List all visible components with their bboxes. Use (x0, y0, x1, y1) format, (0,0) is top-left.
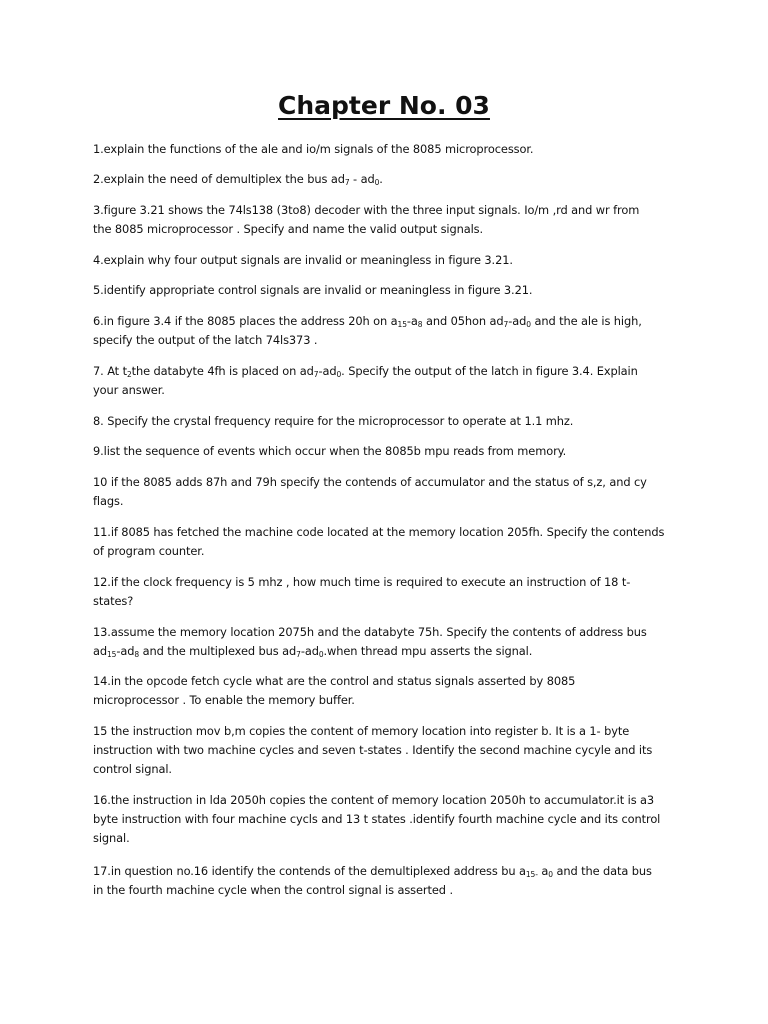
question-text: and the multiplexed bus ad (139, 644, 297, 659)
question-text: 1.explain the functions of the ale and io/m signals of the 8085 microprocessor. (93, 142, 534, 156)
question-text: signal. (93, 831, 130, 846)
question-line (93, 220, 683, 239)
question-text: 6.in figure 3.4 if the 8085 places the address 20h on a (93, 314, 398, 328)
question-line (93, 691, 683, 710)
question-line (93, 140, 683, 159)
question-line (93, 201, 683, 220)
question-14 (93, 672, 683, 710)
question-text: 2.explain the need of demultiplex the bus ad (93, 172, 345, 186)
question-line (93, 862, 683, 881)
question-text: and the ale is high, (530, 314, 642, 328)
question-4 (93, 251, 683, 270)
question-text: microprocessor . To enable the memory buffer. (93, 693, 355, 708)
question-text: 5.identify appropriate control signals are invalid or meaningless in figure 3.21. (93, 283, 533, 297)
question-line (93, 492, 683, 511)
question-text: 11.if 8085 has fetched the machine code located at the memory location 205fh. Specify the contends (93, 525, 665, 539)
question-text: and 05hon ad (422, 314, 504, 328)
question-7 (93, 362, 683, 400)
question-12 (93, 573, 683, 611)
question-text: 14.in the opcode fetch cycle what are the control and status signals asserted by 8085 (93, 674, 576, 688)
question-line (93, 829, 683, 848)
question-text: and the data bus (552, 864, 652, 878)
question-1 (93, 140, 683, 159)
question-5 (93, 281, 683, 300)
question-6 (93, 312, 683, 350)
question-text: ad (93, 644, 108, 659)
question-text: 3.figure 3.21 shows the 74ls138 (3to8) decoder with the three input signals. Io/m ,rd and wr from (93, 203, 640, 217)
question-text: states? (93, 594, 134, 609)
question-line (93, 642, 683, 661)
question-15 (93, 722, 683, 780)
question-text: the 8085 microprocessor . Specify and name the valid output signals. (93, 222, 484, 237)
question-line (93, 592, 683, 611)
subscript: 2 (126, 370, 132, 379)
question-text: in the fourth machine cycle when the control signal is asserted . (93, 883, 453, 898)
question-line (93, 170, 683, 189)
question-line (93, 722, 683, 741)
question-text: your answer. (93, 383, 165, 398)
question-line (93, 542, 683, 561)
question-17 (93, 862, 683, 900)
page-title (0, 89, 768, 123)
question-text: 10 if the 8085 adds 87h and 79h specify the contends of accumulator and the status of s,z, and cy (93, 475, 647, 489)
question-text: 9.list the sequence of events which occur when the 8085b mpu reads from memory. (93, 444, 567, 458)
question-text: flags. (93, 494, 124, 509)
question-text: 8. Specify the crystal frequency require for the microprocessor to operate at 1.1 mhz. (93, 414, 574, 428)
question-line (93, 442, 683, 461)
question-text: control signal. (93, 762, 172, 777)
question-line (93, 791, 683, 810)
question-line (93, 881, 683, 900)
question-3 (93, 201, 683, 239)
question-line (93, 381, 683, 400)
question-text: 7. At t (93, 364, 127, 378)
subscript: 0 (526, 320, 531, 329)
question-line (93, 412, 683, 431)
question-line (93, 623, 683, 642)
question-line (93, 331, 683, 350)
question-text: 13.assume the memory location 2075h and the databyte 75h. Specify the contents of address bus (93, 625, 647, 639)
subscript: 15- (525, 870, 538, 879)
question-line (93, 523, 683, 542)
question-11 (93, 523, 683, 561)
subscript: 7 (296, 650, 301, 660)
question-text: a (537, 864, 549, 878)
question-line (93, 251, 683, 270)
question-text: instruction with two machine cycles and seven t-states . Identify the second machine cycyle and its (93, 743, 653, 758)
question-line (93, 281, 683, 300)
question-text: .when thread mpu asserts the signal. (323, 644, 533, 659)
question-text: . (379, 172, 383, 186)
question-text: -a (406, 314, 418, 328)
subscript: 0 (374, 178, 380, 187)
question-line (93, 760, 683, 779)
subscript: 0 (318, 650, 324, 660)
question-line (93, 362, 683, 381)
subscript: 15 (397, 320, 407, 329)
question-text: 16.the instruction in lda 2050h copies the content of memory location 2050h to accumulator.it is a3 (93, 793, 655, 807)
question-line (93, 312, 683, 331)
question-line (93, 672, 683, 691)
question-text: -ad (116, 644, 135, 659)
question-10 (93, 473, 683, 511)
question-line (93, 810, 683, 829)
question-text: . Specify the output of the latch in figure 3.4. Explain (341, 364, 638, 378)
question-line (93, 741, 683, 760)
question-text: - ad (349, 172, 375, 186)
question-text: -ad (508, 314, 527, 328)
subscript: 7 (503, 320, 509, 329)
question-text: byte instruction with four machine cycls and 13 t states .identify fourth machine cycle and its control (93, 812, 661, 827)
subscript: 0 (336, 370, 342, 379)
question-text: of program counter. (93, 544, 205, 559)
subscript: 7 (313, 370, 319, 379)
question-2 (93, 170, 683, 189)
question-line (93, 473, 683, 492)
question-text: specify the output of the latch 74ls373 . (93, 333, 318, 348)
subscript: 0 (548, 870, 553, 879)
page-title-text: Chapter No. 03 (278, 91, 490, 120)
question-text: -ad (300, 644, 319, 659)
question-text: 15 the instruction mov b,m copies the content of memory location into register b. It is a 1- byte (93, 724, 630, 738)
question-text: 4.explain why four output signals are invalid or meaningless in figure 3.21. (93, 253, 513, 267)
question-text: the databyte 4fh is placed on ad (131, 364, 314, 378)
question-16 (93, 791, 683, 849)
question-13 (93, 623, 683, 661)
question-8 (93, 412, 683, 431)
subscript: 7 (344, 178, 350, 187)
subscript: 8 (417, 320, 423, 329)
question-9 (93, 442, 683, 461)
subscript: 15 (107, 650, 117, 660)
question-text: 17.in question no.16 identify the contends of the demultiplexed address bu a (93, 864, 526, 878)
question-text: 12.if the clock frequency is 5 mhz , how much time is required to execute an instruction of 18 t- (93, 575, 631, 589)
subscript: 8 (134, 650, 140, 660)
question-line (93, 573, 683, 592)
question-text: -ad (318, 364, 337, 378)
